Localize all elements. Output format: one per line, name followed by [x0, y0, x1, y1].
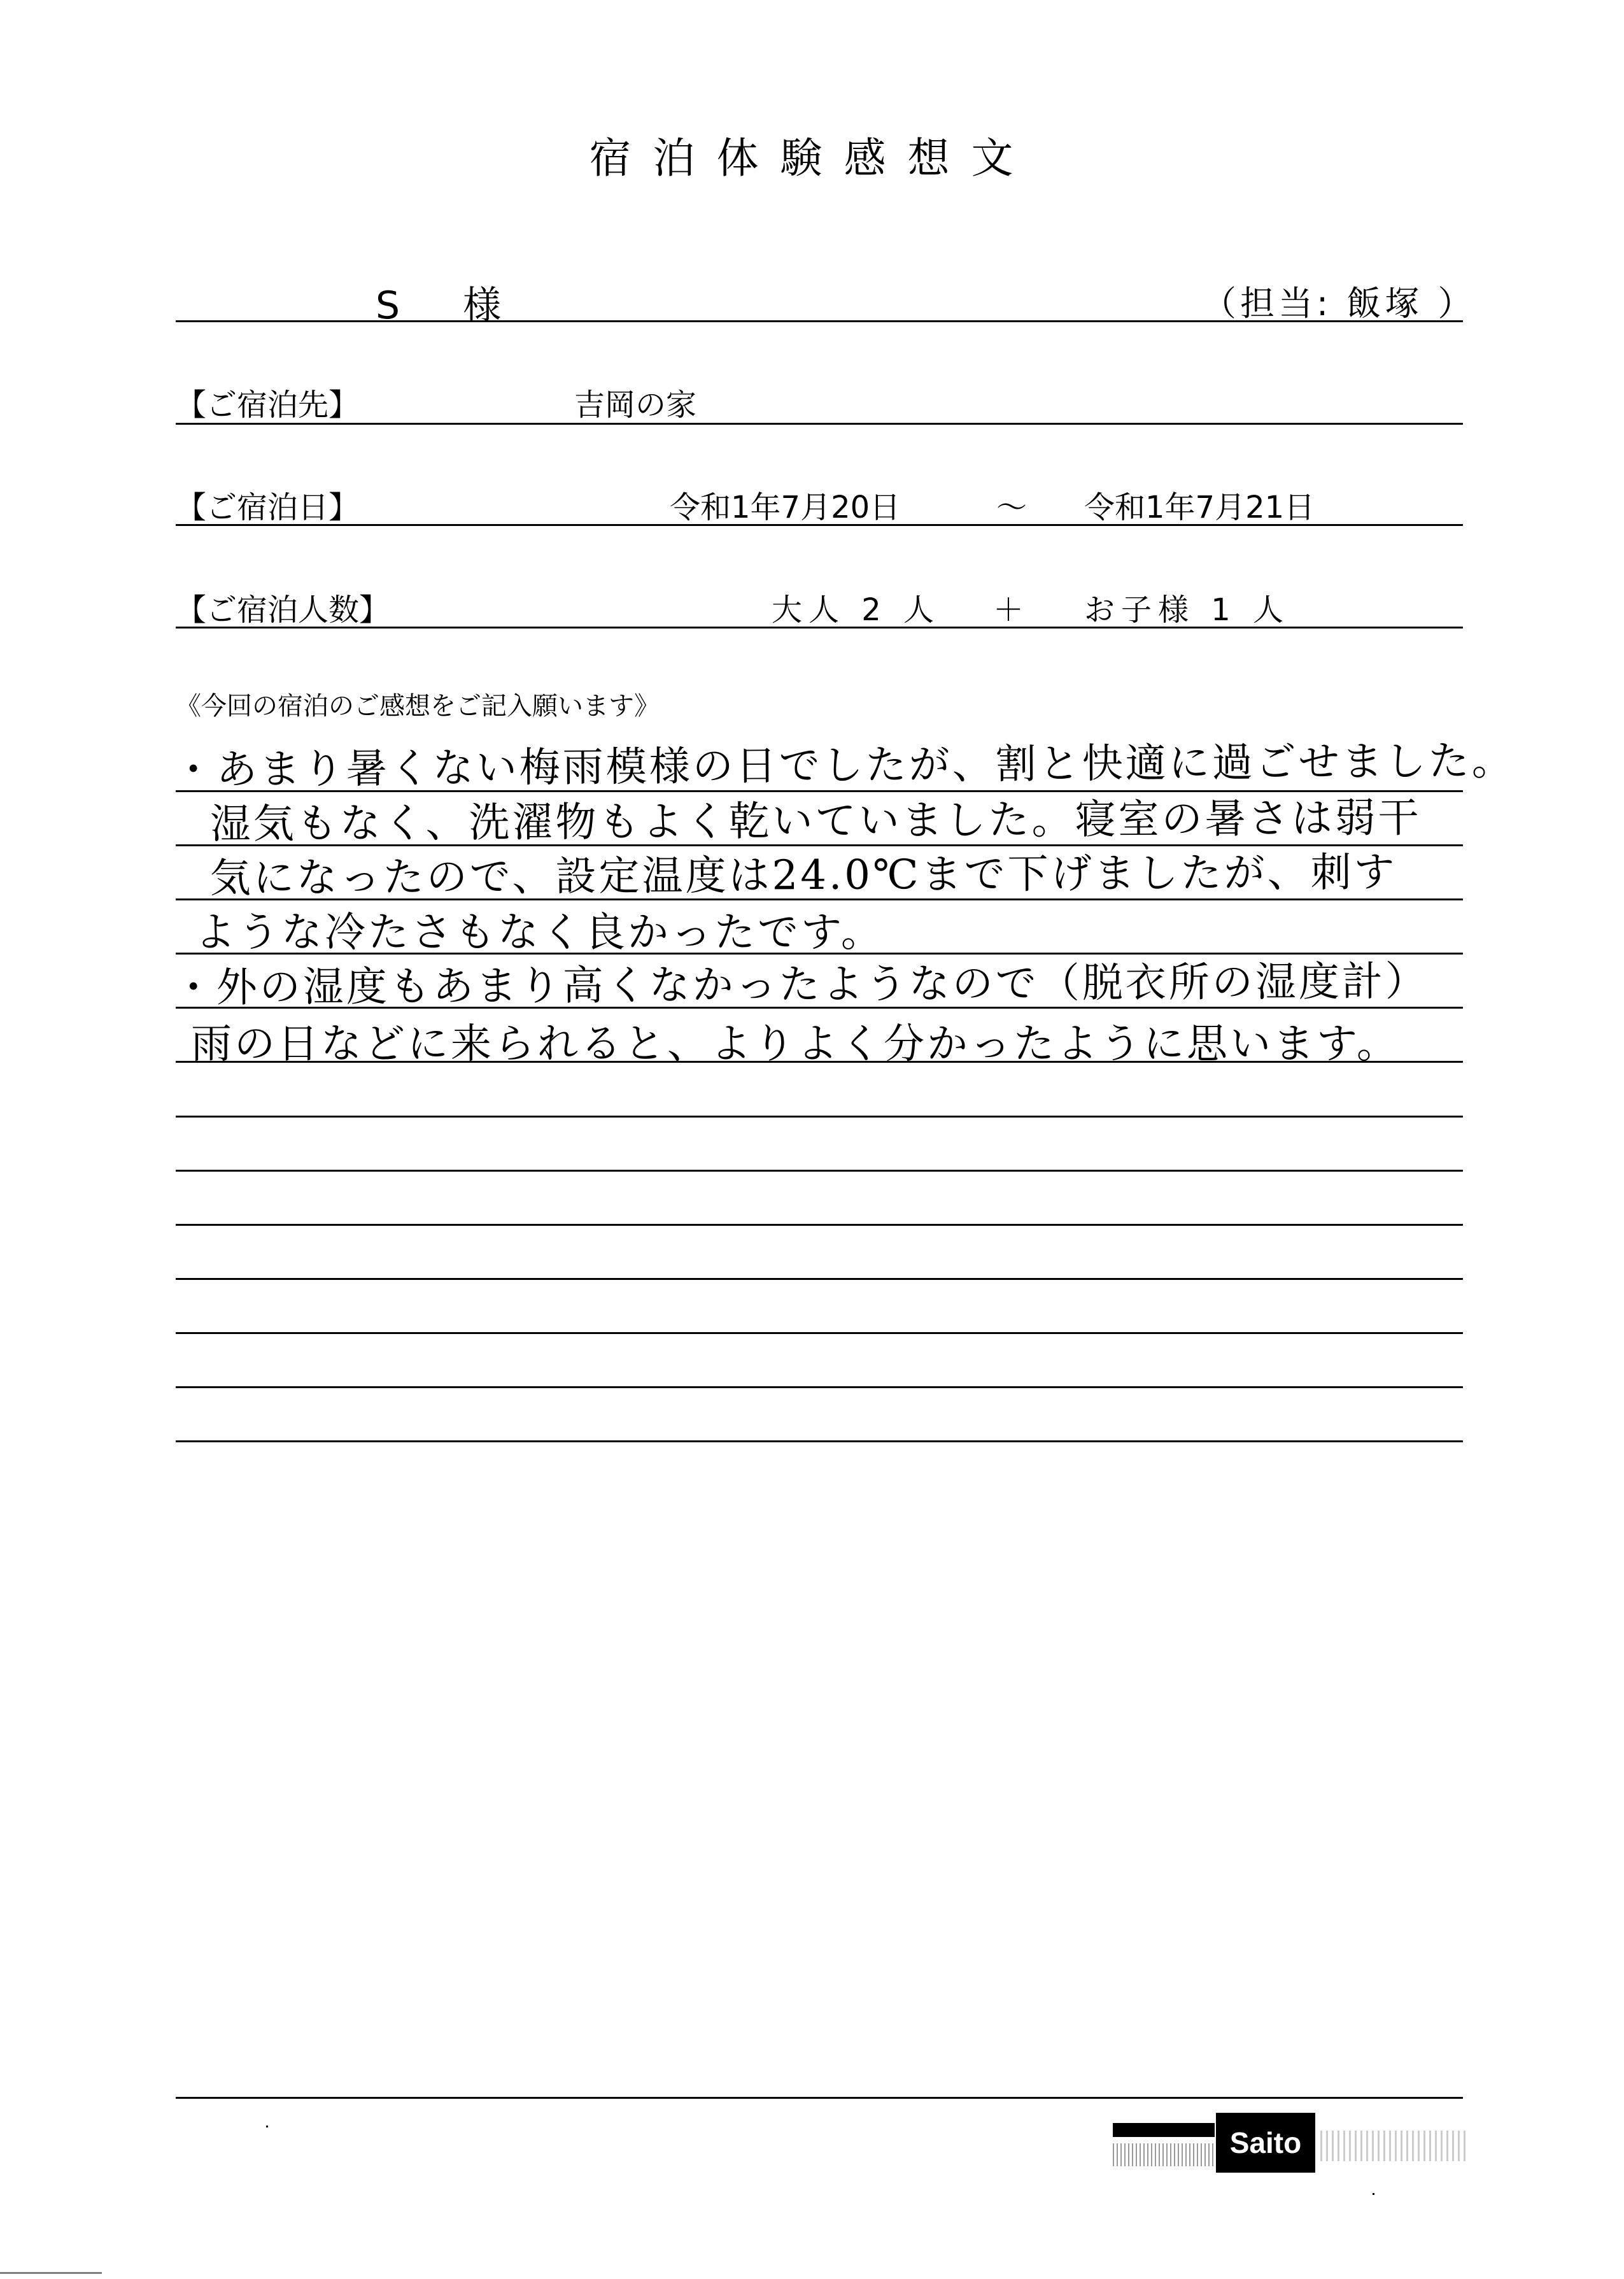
- field-date-separator: ～: [996, 490, 1027, 525]
- comments-prompt: 《今回の宿泊のご感想をご記入願います》: [176, 692, 660, 721]
- field-value-adults: 大人 2 人: [772, 592, 941, 628]
- footer-rule: [176, 2097, 1463, 2099]
- handwritten-line: 気になったので、設定温度は24.0℃まで下げましたが、刺す: [209, 849, 1397, 902]
- logo-faded-text: [1320, 2131, 1469, 2161]
- handwritten-line: 雨の日などに来られると、よりよく分かったように思います。: [191, 1021, 1400, 1068]
- field-rule-dates: [176, 524, 1463, 526]
- scan-speck: [266, 2126, 268, 2127]
- logo-dot-pattern: [1113, 2143, 1215, 2166]
- handwritten-line: ような冷たさもなく良かったです。: [195, 909, 884, 956]
- scan-edge-mark: [0, 2272, 102, 2274]
- logo-bar: [1113, 2123, 1215, 2137]
- writing-rule: [176, 1061, 1463, 1063]
- blank-writing-rule: [176, 1278, 1463, 1280]
- blank-writing-rule: [176, 1170, 1463, 1172]
- field-value-date-to: 令和1年7月21日: [1084, 490, 1315, 525]
- writing-rule: [176, 1007, 1463, 1009]
- blank-writing-rule: [176, 1386, 1463, 1388]
- field-value-date-from: 令和1年7月20日: [670, 490, 901, 525]
- header-rule: [176, 320, 1463, 322]
- scan-speck: [1373, 2193, 1374, 2195]
- handwritten-line: ・外の湿度もあまり高くなかったようなので（脱衣所の湿度計）: [173, 958, 1429, 1012]
- blank-writing-rule: [176, 1116, 1463, 1118]
- staff-in-charge: （担当: 飯塚 ）: [1202, 283, 1476, 323]
- document-title: 宿泊体験感想文: [589, 134, 1035, 183]
- field-value-children: お子様 1 人: [1084, 592, 1290, 628]
- handwritten-line: ・あまり暑くない梅雨模様の日でしたが、割と快適に過ごせました。: [173, 737, 1515, 795]
- company-logo: [1113, 2113, 1469, 2173]
- blank-writing-rule: [176, 1332, 1463, 1334]
- blank-writing-rule: [176, 1224, 1463, 1226]
- field-label-dates: 【ご宿泊日】: [176, 490, 360, 525]
- field-rule-guests: [176, 627, 1463, 628]
- field-value-accommodation: 吉岡の家: [574, 387, 697, 423]
- handwritten-line: 湿気もなく、洗濯物もよく乾いていました。寝室の暑さは弱干: [209, 795, 1422, 848]
- field-rule-accommodation: [176, 423, 1463, 425]
- blank-writing-rule: [176, 1440, 1463, 1442]
- logo-wordmark: Saito: [1216, 2113, 1315, 2173]
- field-label-guests: 【ご宿泊人数】: [176, 592, 390, 628]
- field-label-accommodation: 【ご宿泊先】: [176, 387, 360, 423]
- guest-name: S 様: [376, 283, 527, 328]
- field-plus-sign: ＋: [993, 592, 1024, 628]
